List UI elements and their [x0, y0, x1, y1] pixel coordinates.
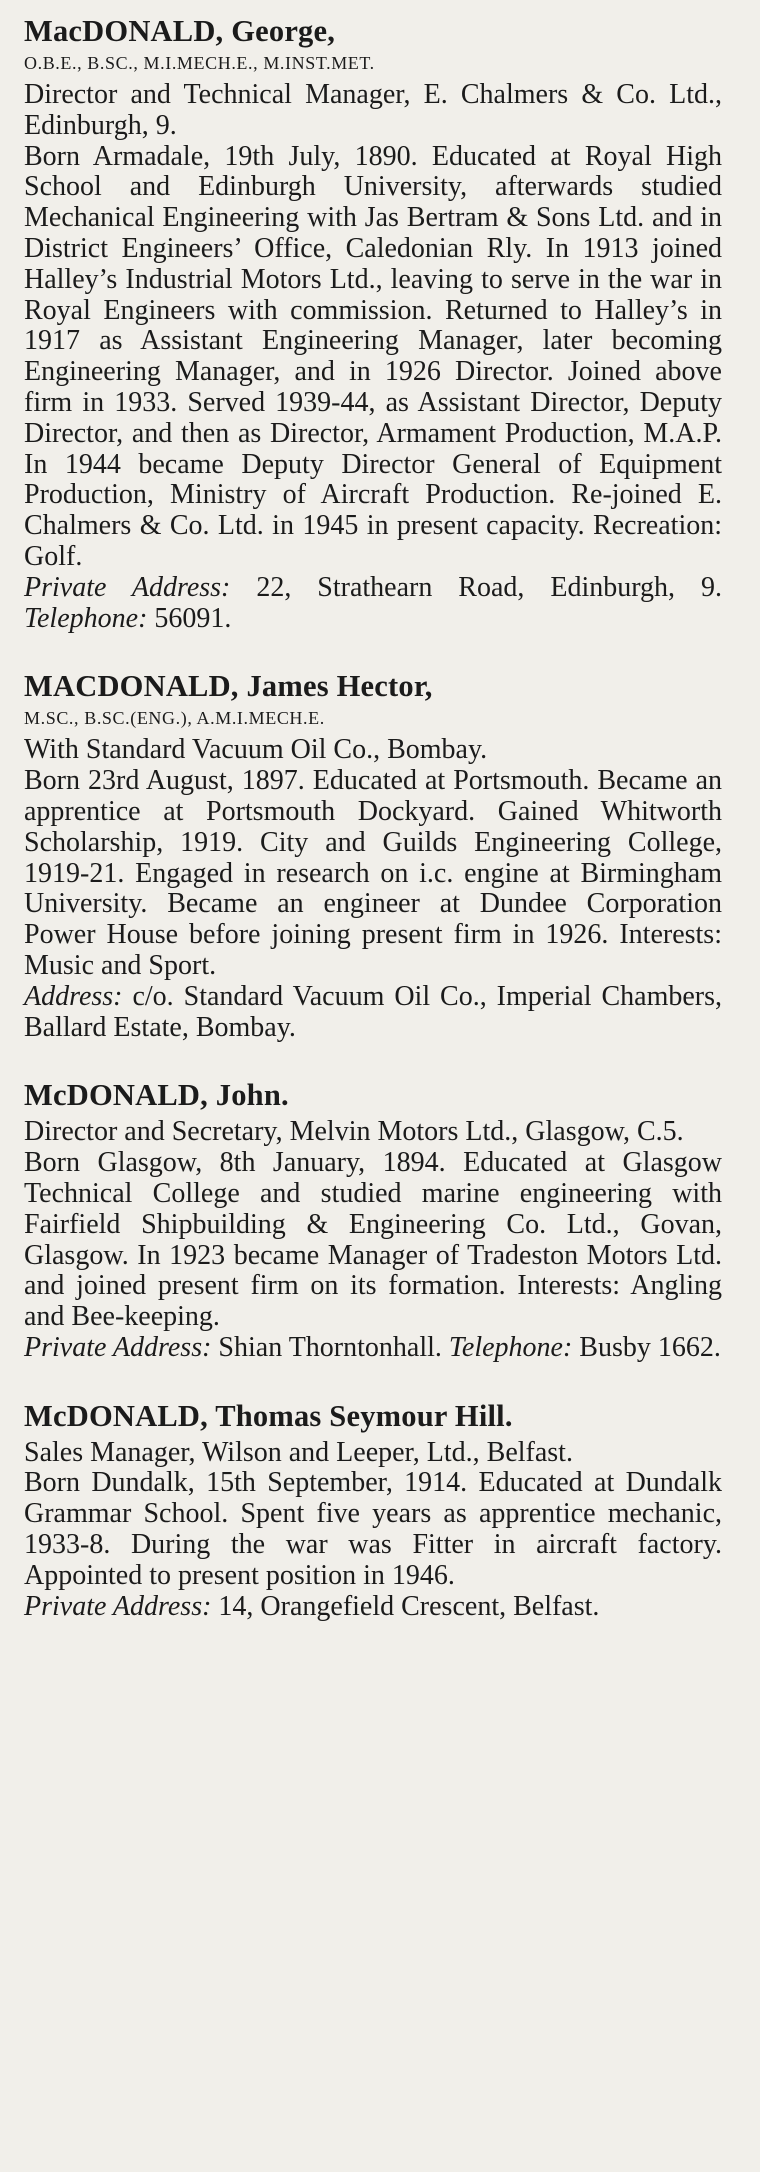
address-value: 14, Orangefield Crescent, Belfast.: [218, 1590, 600, 1622]
entry-james-hector-macdonald: [24, 667, 722, 1043]
address-value: c/o. Standard Vacuum Oil Co., Imperial Chambers, Ballard Estate, Bombay.: [24, 980, 722, 1043]
given-names: John.: [215, 1078, 289, 1113]
phone-value: 56091.: [154, 602, 232, 634]
position: Director and Secretary, Melvin Motors Ltd., Glasgow, C.5.: [24, 1116, 684, 1148]
entry-name: [24, 1076, 722, 1114]
career: Born 23rd August, 1897. Educated at Portsmouth. Became an apprentice at Portsmouth Dockyard. Gained Whitworth Scholarship, 1919. City and Guilds Engineering College, 1919-21. Engaged in research on i.c. engine at Birmingham University. Became an engineer at Dundee Corporation Power House before joining present firm in 1926. Interests: Music and Sport.: [24, 765, 722, 981]
given-names: George,: [231, 14, 336, 48]
entry-george-macdonald: [24, 12, 722, 634]
address: [24, 1333, 722, 1364]
surname: McDONALD,: [24, 1078, 208, 1113]
address-label: Private Address:: [24, 1331, 212, 1363]
given-names: James Hector,: [246, 669, 433, 704]
surname: MacDONALD,: [24, 14, 224, 48]
phone-value: Busby 1662.: [579, 1331, 721, 1363]
position: Sales Manager, Wilson and Leeper, Ltd., Belfast.: [24, 1436, 573, 1468]
address: [24, 573, 722, 635]
surname: McDONALD,: [24, 1398, 208, 1433]
entry-john-mcdonald: [24, 1076, 722, 1363]
entry-thomas-seymour-hill-mcdonald: [24, 1397, 722, 1623]
entry-name: [24, 667, 722, 705]
phone-label: Telephone:: [448, 1331, 573, 1363]
address-value: 22, Strathearn Road, Edinburgh, 9.: [256, 571, 722, 603]
entry-name: [24, 1397, 722, 1435]
phone-label: Telephone:: [24, 602, 148, 634]
career: Born Dundalk, 15th September, 1914. Educated at Dundalk Grammar School. Spent five years as apprentice mechanic, 1933-8. During the war was Fitter in aircraft factory. Appointed to present position in 1946.: [24, 1467, 722, 1591]
surname: MACDONALD,: [24, 669, 239, 704]
position: Director and Technical Manager, E. Chalmers & Co. Ltd., Edinburgh, 9.: [24, 79, 722, 141]
address-label: Address:: [24, 980, 123, 1012]
qualifications: M.SC., B.SC.(ENG.), A.M.I.MECH.E.: [24, 708, 325, 729]
entry-name: [24, 12, 722, 50]
address: [24, 1592, 722, 1623]
address-label: Private Address:: [24, 571, 231, 603]
given-names: Thomas Seymour Hill.: [215, 1398, 513, 1433]
career: Born Glasgow, 8th January, 1894. Educated at Glasgow Technical College and studied marine engineering with Fairfield Shipbuilding & Engineering Co. Ltd., Govan, Glasgow. In 1923 became Manager of Tradeston Motors Ltd. and joined present firm on its formation. Interests: Angling and Bee-keeping.: [24, 1147, 722, 1333]
qualifications: O.B.E., B.SC., M.I.MECH.E., M.INST.MET.: [24, 53, 375, 73]
address-value: Shian Thorntonhall.: [218, 1331, 442, 1363]
career: Born Armadale, 19th July, 1890. Educated at Royal High School and Edinburgh University, afterwards studied Mechanical Engineering with Jas Bertram & Sons Ltd. and in District Engineers’ Office, Caledonian Rly. In 1913 joined Halley’s Industrial Motors Ltd., leaving to serve in the war in Royal Engineers with commission. Returned to Halley’s in 1917 as Assistant Engineering Manager, later becoming Engineering Manager, and in 1926 Director. Joined above firm in 1933. Served 1939-44, as Assistant Director, Deputy Director, and then as Director, Armament Production, M.A.P. In 1944 became Deputy Director General of Equipment Production, Ministry of Aircraft Production. Re-joined E. Chalmers & Co. Ltd. in 1945 in present capacity. Recreation: Golf.: [24, 140, 722, 572]
position: With Standard Vacuum Oil Co., Bombay.: [24, 734, 488, 766]
address-label: Private Address:: [24, 1590, 212, 1622]
address: [24, 982, 722, 1044]
